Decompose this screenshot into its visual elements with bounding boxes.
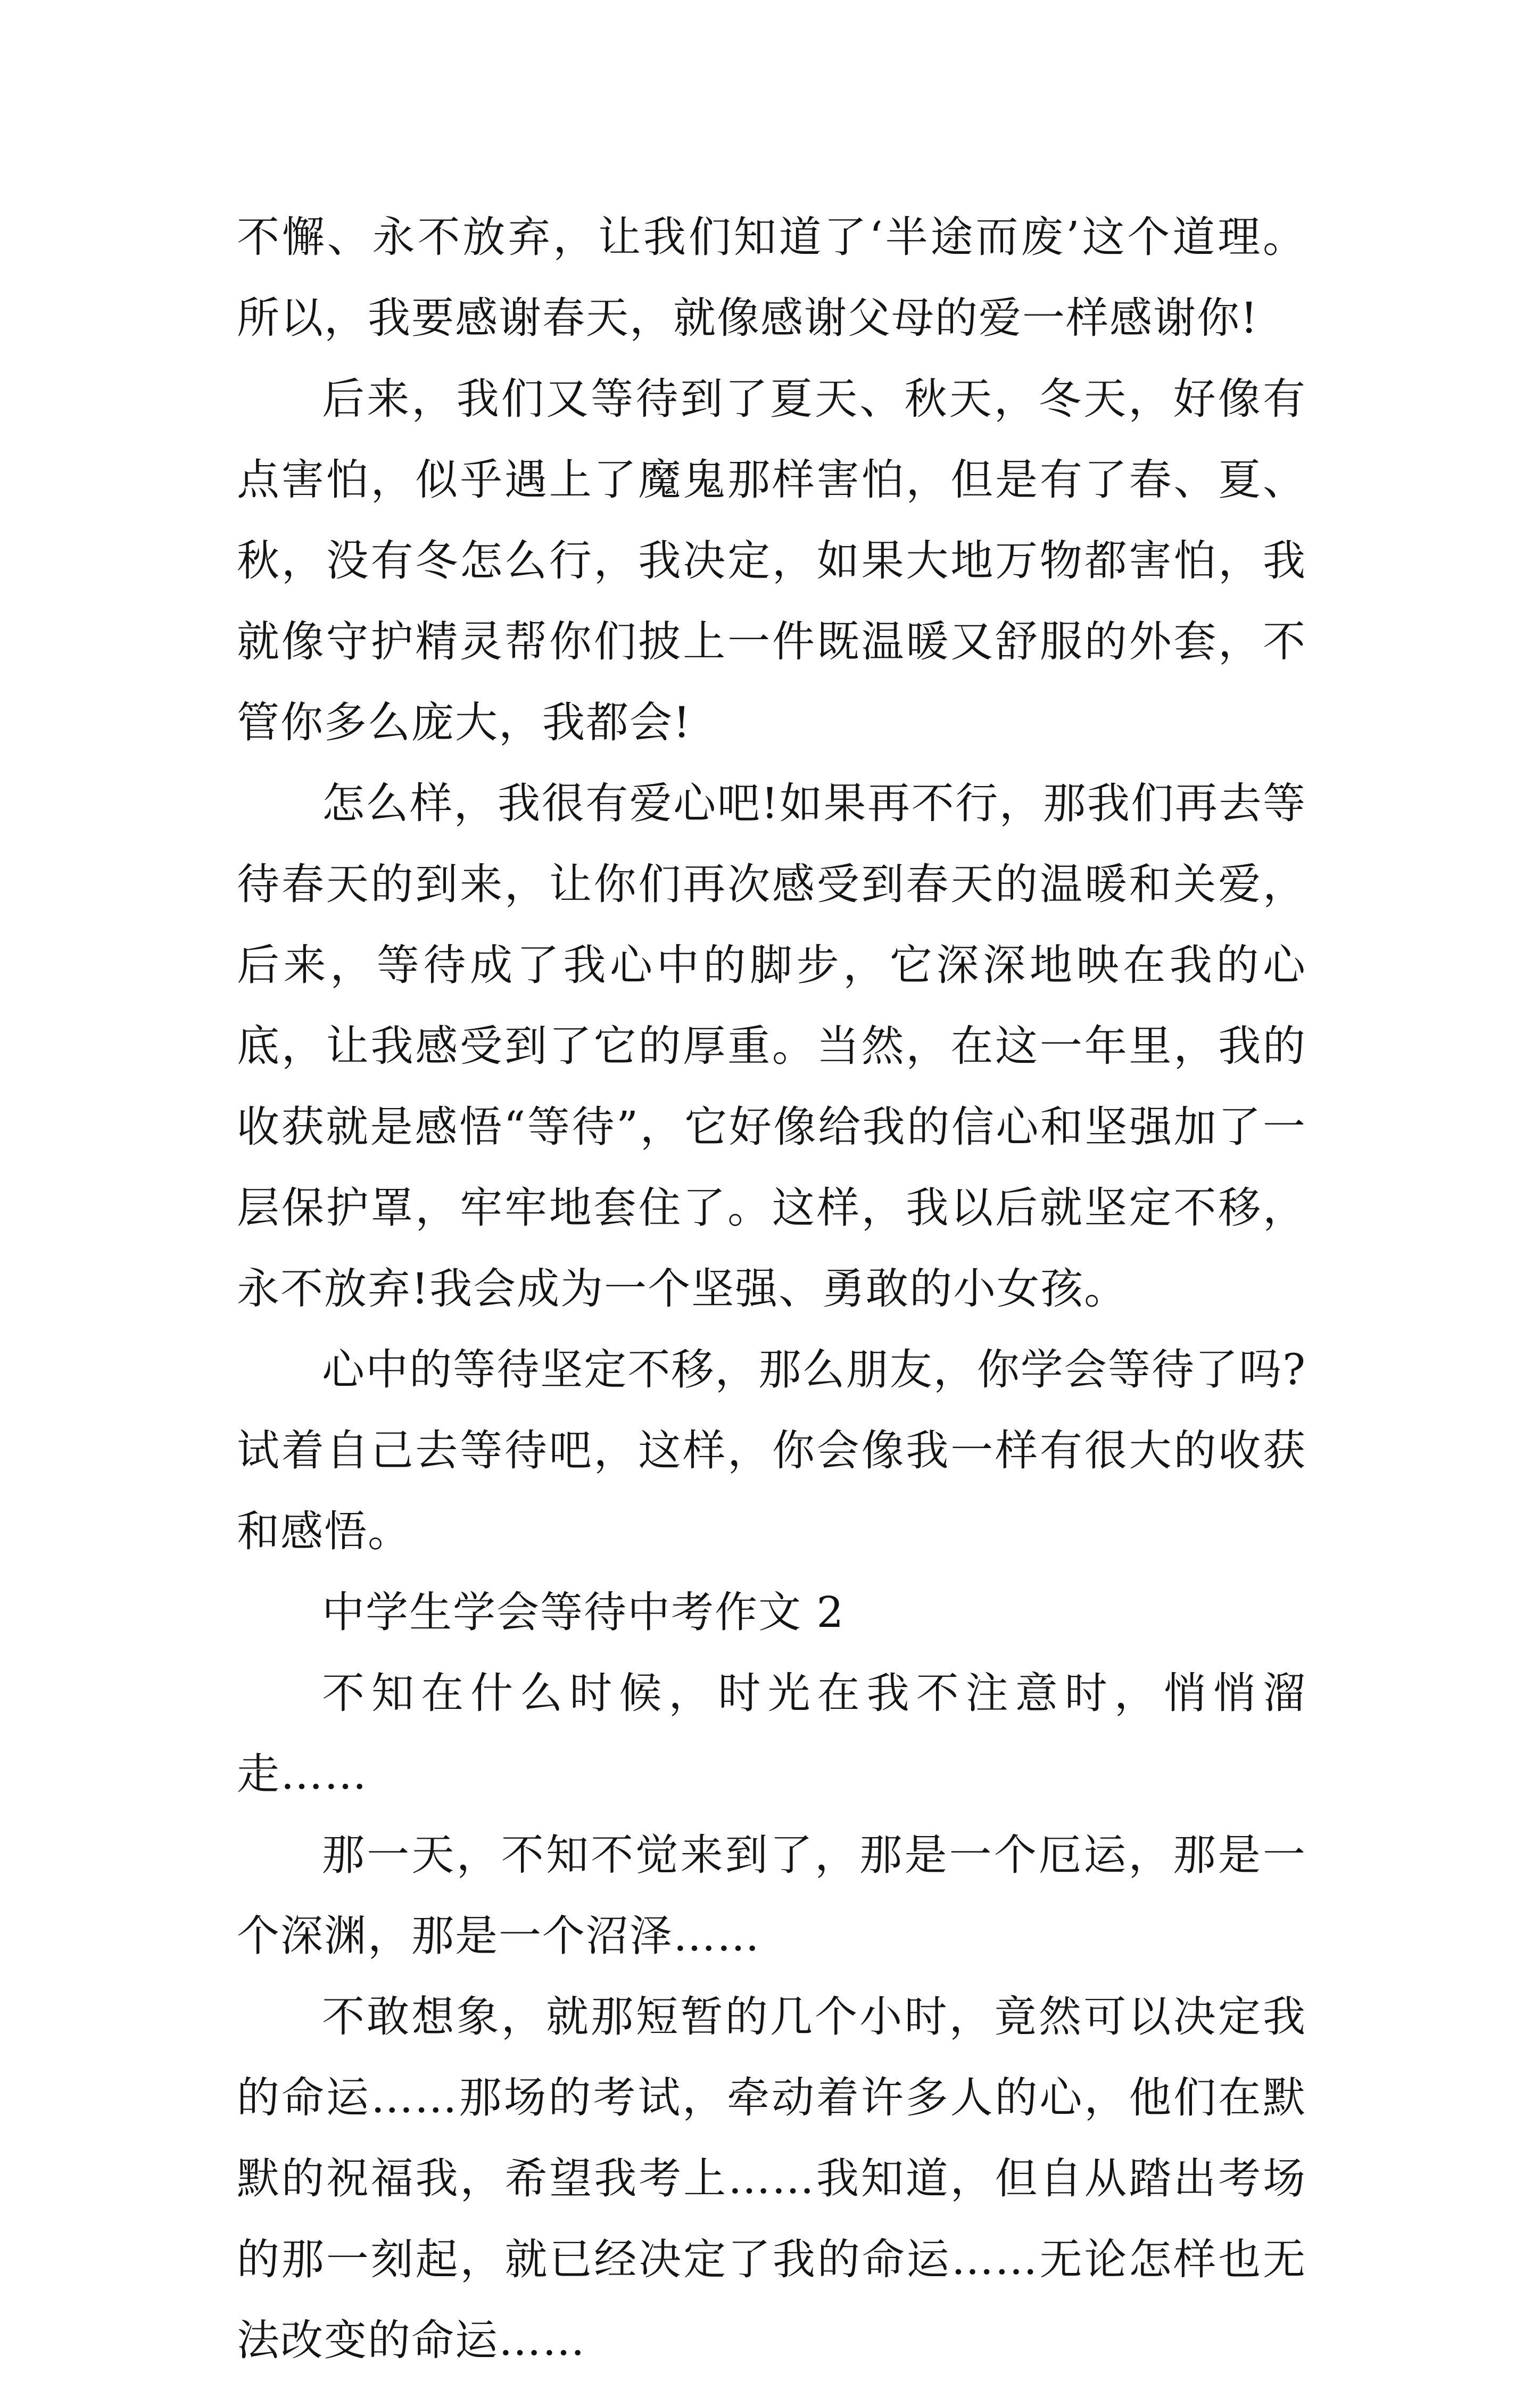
paragraph: 不知在什么时候，时光在我不注意时，悄悄溜走…… <box>237 1668 1306 1799</box>
document-body <box>237 197 1306 2381</box>
paragraph: 心中的等待坚定不移，那么朋友，你学会等待了吗?试着自己去等待吧，这样，你会像我一样有很大的收获和感悟。 <box>237 1345 1306 1556</box>
paragraph: 怎么样，我很有爱心吧!如果再不行，那我们再去等待春天的到来，让你们再次感受到春天的温暖和关爱，后来，等待成了我心中的脚步，它深深地映在我的心底，让我感受到了它的厚重。当然，在这一年里，我的收获就是感悟“等待”，它好像给我的信心和坚强加了一层保护罩，牢牢地套住了。这样，我以后就坚定不移，永不放弃!我会成为一个坚强、勇敢的小女孩。 <box>237 779 1306 1313</box>
paragraph: 后来，我们又等待到了夏天、秋天，冬天，好像有点害怕，似乎遇上了魔鬼那样害怕，但是有了春、夏、秋，没有冬怎么行，我决定，如果大地万物都害怕，我就像守护精灵帮你们披上一件既温暖又舒服的外套，不管你多么庞大，我都会! <box>237 374 1306 747</box>
paragraph: 那一天，不知不觉来到了，那是一个厄运，那是一个深渊，那是一个沼泽…… <box>237 1830 1306 1961</box>
paragraph: 不敢想象，就那短暂的几个小时，竟然可以决定我的命运……那场的考试，牵动着许多人的心，他们在默默的祝福我，希望我考上……我知道，但自从踏出考场的那一刻起，就已经决定了我的命运……无论怎样也无法改变的命运…… <box>237 1992 1306 2365</box>
paragraph-continued: 不懈、永不放弃，让我们知道了‘半途而废’这个道理。所以，我要感谢春天，就像感谢父母的爱一样感谢你! <box>237 212 1306 343</box>
section-title: 中学生学会等待中考作文 2 <box>322 1588 845 1637</box>
